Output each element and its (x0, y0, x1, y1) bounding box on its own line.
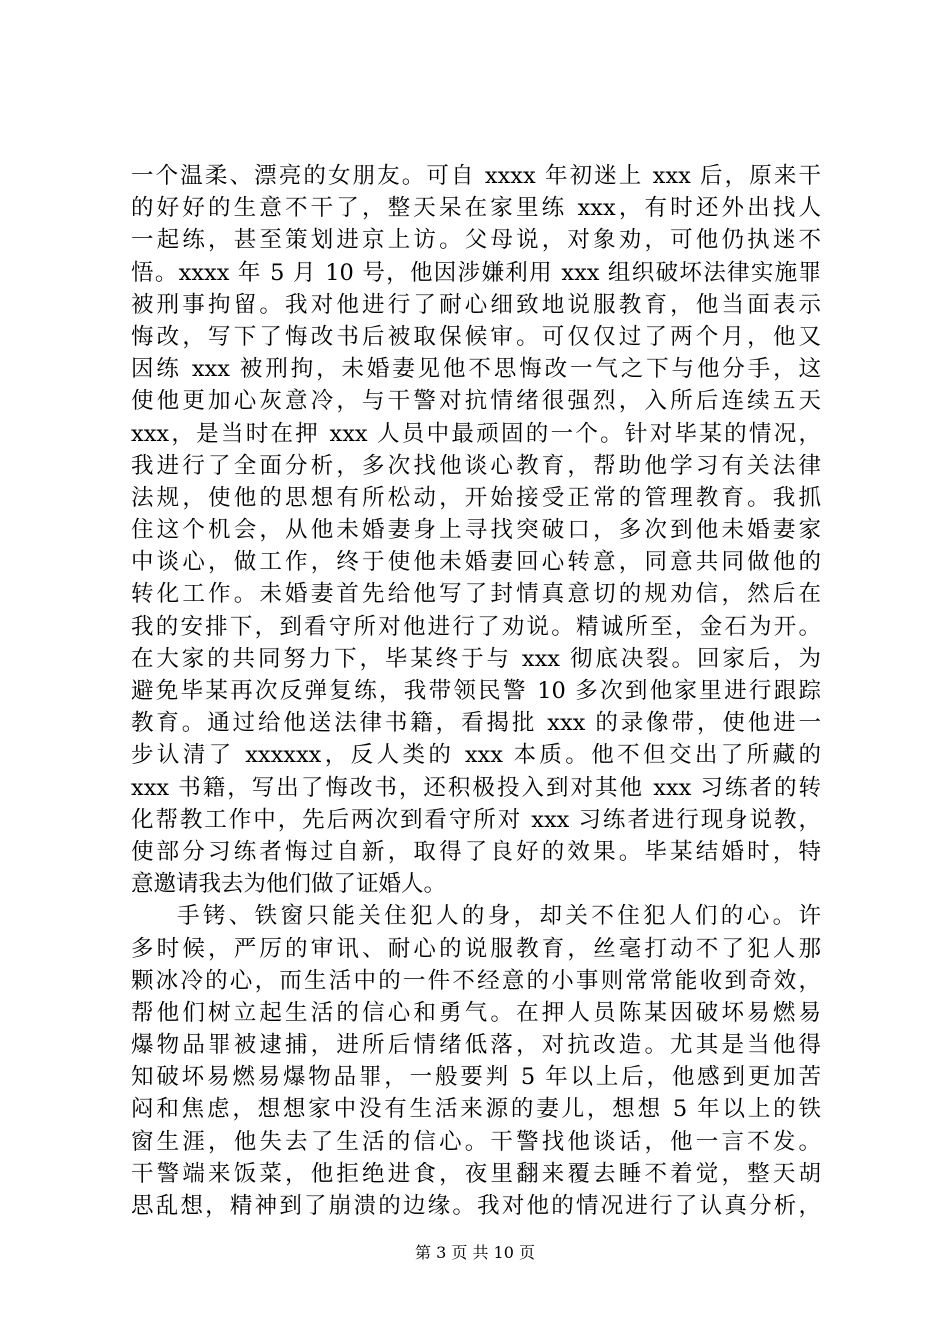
text-line: 法规，使他的思想有所松动，开始接受正常的管理教育。我抓 (131, 484, 821, 511)
body-text (131, 160, 821, 1222)
text-line: 爆物品罪被逮捕，进所后情绪低落，对抗改造。尤其是当他得 (131, 1032, 821, 1059)
text-line: 一个温柔、漂亮的女朋友。可自 xxxx 年初迷上 xxx 后，原来干 (131, 163, 821, 189)
text-line: xxx 书籍，写出了悔改书，还积极投入到对其他 xxx 习练者的转 (131, 774, 821, 801)
text-line: 悔改，写下了悔改书后被取保候审。可仅仅过了两个月，他又 (131, 323, 821, 350)
text-line: 颗冰冷的心，而生活中的一件不经意的小事则常常能收到奇效， (131, 967, 821, 994)
text-line: 的好好的生意不干了，整天呆在家里练 xxx，有时还外出找人 (131, 195, 821, 222)
text-line: 转化工作。未婚妻首先给他写了封情真意切的规劝信，然后在 (131, 581, 821, 608)
text-line: 被刑事拘留。我对他进行了耐心细致地说服教育，他当面表示 (131, 291, 821, 318)
text-line: 我的安排下，到看守所对他进行了劝说。精诚所至，金石为开。 (131, 613, 821, 640)
text-line: xxx，是当时在押 xxx 人员中最顽固的一个。针对毕某的情况， (131, 420, 821, 447)
text-line: 干警端来饭菜，他拒绝进食，夜里翻来覆去睡不着觉，整天胡 (131, 1160, 821, 1187)
text-line: 因练 xxx 被刑拘，未婚妻见他不思悔改一气之下与他分手，这 (131, 356, 821, 383)
text-line: 步认清了 xxxxxx，反人类的 xxx 本质。他不但交出了所藏的 (131, 742, 821, 769)
text-line: 窗生涯，他失去了生活的信心。干警找他谈话，他一言不发。 (131, 1128, 821, 1155)
text-line: 化帮教工作中，先后两次到看守所对 xxx 习练者进行现身说教， (131, 806, 821, 833)
text-line: 闷和焦虑，想想家中没有生活来源的妻儿，想想 5 年以上的铁 (131, 1096, 821, 1123)
text-line: 知破坏易燃易爆物品罪，一般要判 5 年以上后，他感到更加苦 (131, 1064, 821, 1091)
text-line: 思乱想，精神到了崩溃的边缘。我对他的情况进行了认真分析， (131, 1193, 821, 1219)
text-line: 在大家的共同努力下，毕某终于与 xxx 彻底决裂。回家后，为 (131, 645, 821, 672)
text-line: 中谈心，做工作，终于使他未婚妻回心转意，同意共同做他的 (131, 549, 821, 576)
text-line: 多时候，严厉的审讯、耐心的说服教育，丝毫打动不了犯人那 (131, 935, 821, 962)
text-line: 悟。xxxx 年 5 月 10 号，他因涉嫌利用 xxx 组织破坏法律实施罪 (131, 259, 821, 286)
text-line: 帮他们树立起生活的信心和勇气。在押人员陈某因破坏易燃易 (131, 999, 821, 1026)
text-line: 使部分习练者悔过自新，取得了良好的效果。毕某结婚时，特 (131, 838, 821, 865)
text-line: 手铐、铁窗只能关住犯人的身，却关不住犯人们的心。许 (177, 903, 821, 930)
text-line: 避免毕某再次反弹复练，我带领民警 10 多次到他家里进行跟踪 (131, 678, 821, 704)
text-line: 住这个机会，从他未婚妻身上寻找突破口，多次到他未婚妻家 (131, 517, 821, 544)
text-line: 意邀请我去为他们做了证婚人。 (131, 871, 447, 898)
text-line: 我进行了全面分析，多次找他谈心教育，帮助他学习有关法律 (131, 452, 821, 479)
text-line: 一起练，甚至策划进京上访。父母说，对象劝，可他仍执迷不 (131, 227, 821, 254)
page-footer: 第 3 页 共 10 页 (415, 1243, 535, 1262)
text-line: 教育。通过给他送法律书籍，看揭批 xxx 的录像带，使他进一 (131, 710, 821, 737)
text-line: 使他更加心灰意冷，与干警对抗情绪很强烈，入所后连续五天 (131, 388, 821, 415)
